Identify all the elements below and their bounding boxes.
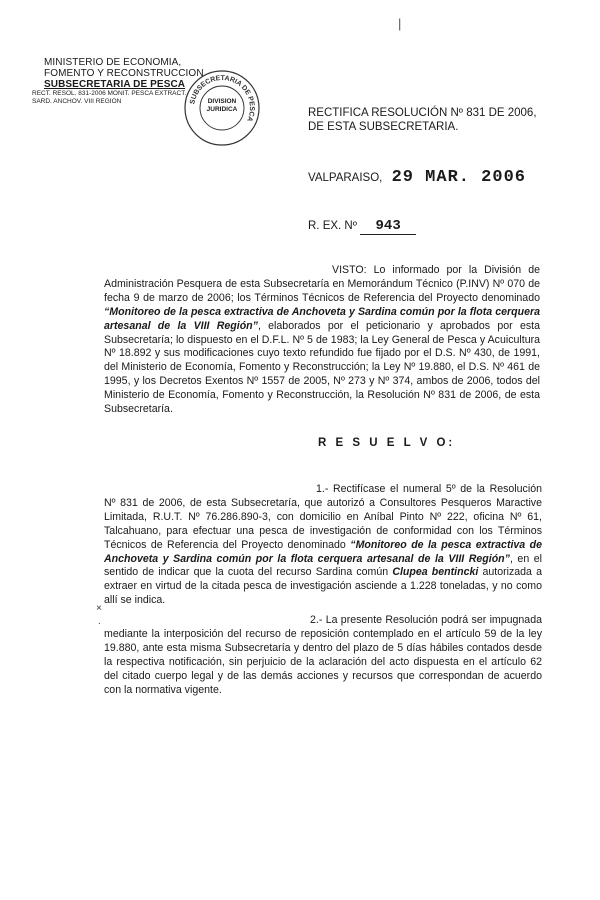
stamp-ring-text: SUBSECRETARIA DE PESCA — [189, 74, 256, 123]
rex-number: 943 — [360, 218, 416, 235]
stamp-line: DIVISION — [207, 98, 237, 105]
stamp-line-2: JURIDICA — [206, 106, 238, 113]
margin-mark: × — [96, 603, 102, 614]
page-mark: | — [398, 16, 402, 31]
margin-mark: . — [98, 616, 101, 627]
visto-label: VISTO: — [332, 264, 367, 276]
visto-text: Lo informado por la División de Administración Pesquera de esta Subsecretaría en Memorándum Técnico (P.INV) Nº 070 de fecha 9 de marzo de 2006; los Términos Técnicos de Referencia del Proyecto denominado — [104, 264, 540, 304]
visto-text-2: , elaborados por el peticionario y aprobados por esta Subsecretaría; lo dispuesto en el D.F.L. Nº 5 de 1983; la Ley General de Pesca y Acuicultura Nº 18.892 y sus modificaciones cuyo texto refundido fue fijado por el D.S. Nº 430, de 1991, del Ministerio de Economía, Fomento y Reconstrucción; la Ley Nº 19.880, el D.S. Nº 461 de 1995, y los Decretos Exentos Nº 1557 de 2005, Nº 273 y Nº 374, ambos de 2006, todos del Ministerio de Economía, Fomento y Reconstrucción, la Resolución Nº 831 de 2006, de esta Subsecretaría. — [104, 319, 540, 416]
stamp-center — [202, 98, 242, 114]
resolution-heading — [308, 106, 537, 134]
resuelvo-heading: R E S U E L V O: — [318, 437, 456, 449]
place-date — [308, 168, 526, 187]
resolution-item-2 — [104, 614, 542, 697]
project-name: “Monitoreo de la pesca extractiva de Anchoveta y Sardina común por la flota cerquera artesanal de la VIII Región” — [104, 538, 542, 565]
species-name: Clupea bentincki — [392, 566, 479, 579]
handwritten-date: 29 MAR. 2006 — [391, 168, 526, 187]
place: VALPARAISO, — [308, 172, 383, 184]
heading-line: RECTIFICA RESOLUCIÓN Nº 831 DE 2006, — [308, 107, 537, 119]
item-2-text: 2.- La presente Resolución podrá ser impugnada mediante la interposición del recurso de reposición contemplado en el artículo 59 de la ley 19.880, ante esta misma Subsecretaría y dentro del plazo de 5 días hábiles contados desde la respectiva notificación, sin perjuicio de la aclaración del acto dispuesta en el artículo 62 del citado cuerpo legal y de las demás acciones y recursos que correspondan de acuerdo con la normativa vigente. — [104, 614, 542, 696]
division-juridica-stamp — [182, 68, 262, 148]
heading-line-2: DE ESTA SUBSECRETARIA. — [308, 121, 459, 133]
reference-line: RECT. RESOL. 831-2006 MONIT. PESCA EXTRACT. — [32, 90, 187, 97]
subsecretaria-line: SUBSECRETARIA DE PESCA — [44, 79, 186, 90]
resolution-item-1 — [104, 483, 542, 608]
ministry-line-2: FOMENTO Y RECONSTRUCCION — [44, 68, 204, 79]
project-name: “Monitoreo de la pesca extractiva de Anchoveta y Sardina común por la flota cerquera artesanal de la VIII Región” — [104, 305, 540, 332]
item-1-text-3: autorizada a extraer en virtud de la citada pesca de investigación asciende a 1.228 toneladas, y no como allí se indica. — [104, 566, 542, 607]
item-1-text-2: , en el sentido de indicar que la cuota del recurso Sardina común — [104, 552, 543, 579]
ministry-line: MINISTERIO DE ECONOMIA, — [44, 57, 182, 68]
item-1-text: 1.- Rectifícase el numeral 5º de la Resolución Nº 831 de 2006, de esta Subsecretaría, que autorizó a Consultores Pesqueros Maractive Limitada, R.U.T. Nº 76.286.890-3, con domicilio en Aníbal Pinto Nº 222, oficina Nº 61, Talcahuano, para efectuar una pesca de investigación de conformidad con los Términos Técnicos de Referencia del Proyecto denominado — [104, 483, 542, 551]
resolution-number — [308, 218, 416, 235]
visto-paragraph — [104, 264, 540, 417]
reference-line-2: SARD. ANCHOV. VIII REGION — [32, 98, 122, 105]
rex-label: R. EX. Nº — [308, 220, 357, 232]
